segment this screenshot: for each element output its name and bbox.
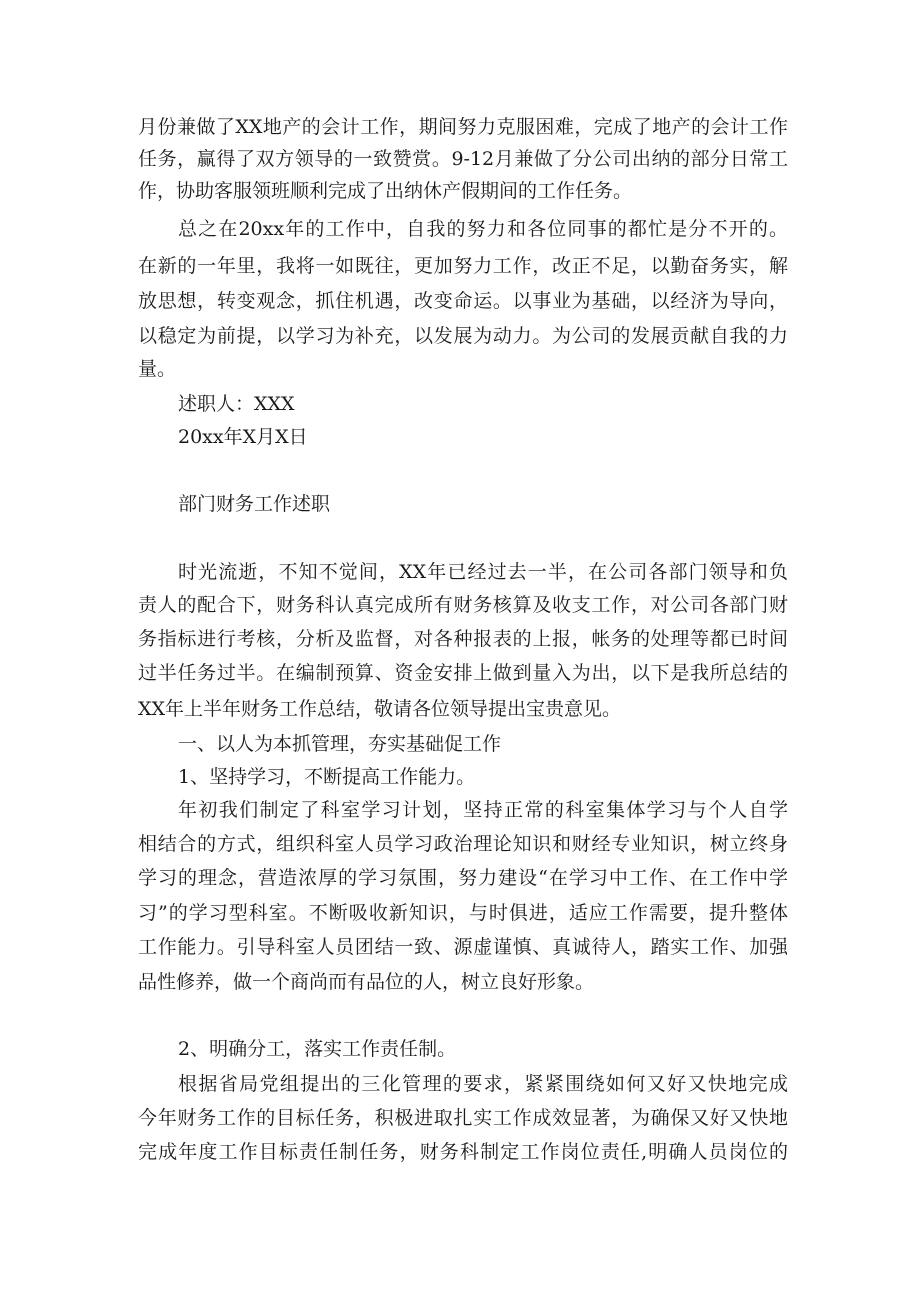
paragraph-line: 根据省局党组提出的三化管理的要求，紧紧围绕如何又好又快地完成 — [178, 1073, 788, 1095]
paragraph-line: 作，协助客服领班顺利完成了出纳休产假期间的工作任务。 — [138, 180, 633, 202]
paragraph-line: 责人的配合下，财务科认真完成所有财务核算及收支工作，对公司各部门财 — [138, 594, 788, 616]
signature-date: 20xx年X月X日 — [178, 426, 308, 448]
subheading-2: 2、明确分工，落实工作责任制。 — [178, 1038, 457, 1060]
paragraph-line: 任务，赢得了双方领导的一致赞赏。9-12月兼做了分公司出纳的部分日常工 — [138, 148, 788, 170]
paragraph-line: 习”的学习型科室。不断吸收新知识，与时俱进，适应工作需要，提升整体 — [138, 902, 788, 924]
paragraph-line: 学习的理念，营造浓厚的学习氛围，努力建设“在学习中工作、在工作中学 — [138, 867, 788, 889]
paragraph-line: XX年上半年财务工作总结，敬请各位领导提出宝贵意见。 — [138, 698, 622, 720]
paragraph-line: 时光流逝，不知不觉间，XX年已经过去一半，在公司各部门领导和负 — [178, 561, 788, 583]
paragraph-line: 总之在20xx年的工作中，自我的努力和各位同事的都忙是分不开的。 — [178, 218, 788, 240]
heading-1: 一、以人为本抓管理，夯实基础促工作 — [178, 733, 502, 755]
paragraph-line: 务指标进行考核，分析及监督，对各种报表的上报，帐务的处理等都已时间 — [138, 628, 788, 650]
paragraph-line: 过半任务过半。在编制预算、资金安排上做到量入为出，以下是我所总结的 — [138, 662, 788, 684]
section-title: 部门财务工作述职 — [178, 493, 331, 515]
paragraph-line: 月份兼做了XX地产的会计工作，期间努力克服困难，完成了地产的会计工作 — [138, 116, 788, 138]
paragraph-line: 工作能力。引导科室人员团结一致、源虚谨慎、真诚待人，踏实工作、加强 — [138, 936, 788, 958]
paragraph-line: 完成年度工作目标责任制任务，财务科制定工作岗位责任,明确人员岗位的 — [138, 1141, 788, 1163]
paragraph-line: 量。 — [138, 358, 177, 380]
subheading-1: 1、坚持学习，不断提高工作能力。 — [178, 766, 476, 788]
signature-reporter: 述职人：XXX — [178, 393, 295, 415]
paragraph-line: 放思想，转变观念，抓住机遇，改变命运。以事业为基础，以经济为导向， — [138, 290, 788, 312]
paragraph-line: 今年财务工作的目标任务，积极进取扎实工作成效显著，为确保又好又快地 — [138, 1107, 788, 1129]
paragraph-line: 品性修养，做一个商尚而有品位的人，树立良好形象。 — [138, 971, 595, 993]
paragraph-line: 相结合的方式，组织科室人员学习政治理论知识和财经专业知识，树立终身 — [138, 833, 788, 855]
paragraph-line: 年初我们制定了科室学习计划，坚持正常的科室集体学习与个人自学 — [178, 799, 788, 821]
paragraph-line: 在新的一年里，我将一如既往，更加努力工作，改正不足，以勤奋务实，解 — [138, 255, 788, 277]
paragraph-line: 以稳定为前提，以学习为补充，以发展为动力。为公司的发展贡献自我的力 — [138, 325, 788, 347]
